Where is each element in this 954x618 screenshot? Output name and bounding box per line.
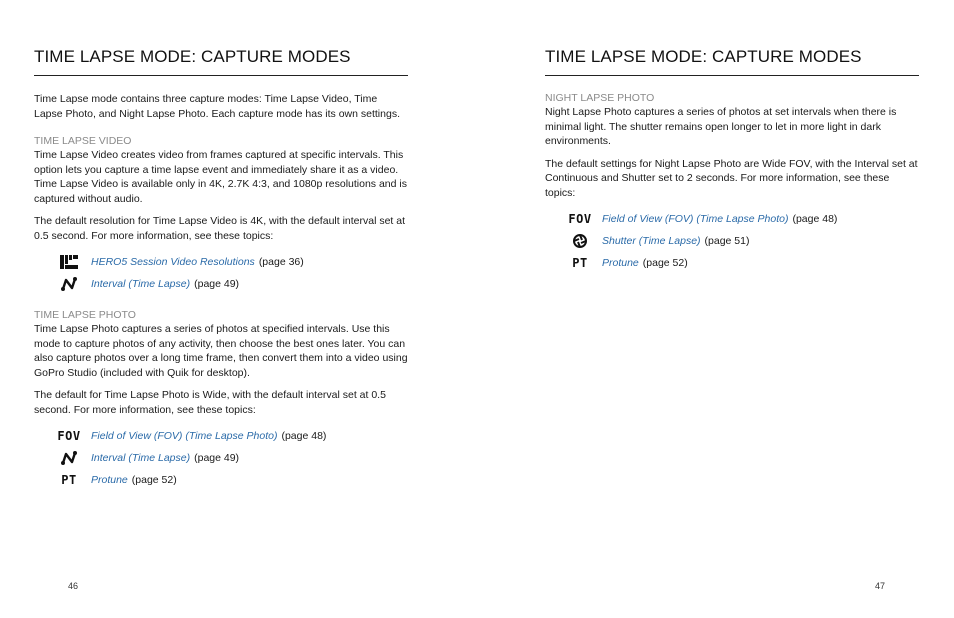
right-content [545,92,919,282]
video-reference-list [34,251,408,295]
protune-icon: PT [61,473,77,487]
page-reference: (page 49) [194,452,240,464]
link-protune[interactable]: Protune [602,257,639,269]
night-reference-list [545,208,919,274]
link-interval[interactable]: Interval (Time Lapse) [91,278,191,290]
time-lapse-photo-defaults: The default for Time Lapse Photo is Wide, with the default interval set at 0.5 second. For more information, see these topics: [34,389,386,416]
right-page [545,0,919,618]
fov-icon: FOV [57,429,81,443]
link-field-of-view[interactable]: Field of View (FOV) (Time Lapse Photo) [602,213,789,225]
page-title: TIME LAPSE MODE: CAPTURE MODES [34,47,351,66]
page-reference: (page 36) [258,256,304,268]
night-lapse-photo-defaults: The default settings for Night Lapse Photo are Wide FOV, with the Interval set at Continuous and Shutter set to 2 seconds. For more information, see these topics: [545,157,918,199]
page-reference: (page 52) [642,257,688,269]
link-video-resolutions[interactable]: HERO5 Session Video Resolutions [91,256,255,268]
title-rule [545,75,919,76]
link-shutter[interactable]: Shutter (Time Lapse) [602,235,701,247]
link-protune[interactable]: Protune [91,474,128,486]
protune-icon: PT [572,256,588,270]
time-lapse-photo-heading: TIME LAPSE PHOTO [34,309,136,321]
title-rule [34,75,408,76]
reference-item [545,230,919,252]
interval-icon [54,450,84,466]
page-title: TIME LAPSE MODE: CAPTURE MODES [545,47,862,66]
time-lapse-video-paragraph: Time Lapse Video creates video from frames captured at specific intervals. This option lets you capture a time lapse event and immediately share it as a video. Time Lapse Video is available only in 4K, 2.7K 4:3, and 1080p resolutions and is captured without audio. [34,149,407,205]
night-lapse-photo-paragraph: Night Lapse Photo captures a series of photos at set intervals when there is minimal light. The shutter remains open longer to let in more light in dark environments. [545,106,897,147]
link-interval[interactable]: Interval (Time Lapse) [91,452,191,464]
interval-icon [54,276,84,292]
time-lapse-photo-paragraph: Time Lapse Photo captures a series of photos at specified intervals. Use this mode to capture photos of any activity, then choose the best ones later. You can also capture photos over a long time frame, then convert them into a video using GoPro Studio (included with Quik for desktop). [34,323,408,379]
reference-item [34,447,408,469]
page-reference: (page 48) [281,430,327,442]
reference-item [545,208,919,230]
reference-item [34,425,408,447]
reference-item [34,273,408,295]
reference-item [34,469,408,491]
page-reference: (page 52) [131,474,177,486]
link-field-of-view[interactable]: Field of View (FOV) (Time Lapse Photo) [91,430,278,442]
intro-paragraph: Time Lapse mode contains three capture modes: Time Lapse Video, Time Lapse Photo, and Night Lapse Photo. Each capture mode has its own settings. [34,93,400,120]
page-reference: (page 51) [704,235,750,247]
time-lapse-video-heading: TIME LAPSE VIDEO [34,135,132,147]
page-number: 47 [874,581,885,591]
time-lapse-video-defaults: The default resolution for Time Lapse Video is 4K, with the default interval set at 0.5 second. For more information, see these topics: [34,215,406,242]
page-number: 46 [68,581,79,591]
night-lapse-photo-heading: NIGHT LAPSE PHOTO [545,92,655,104]
left-page [34,0,408,618]
fov-icon: FOV [568,212,592,226]
reference-item [545,252,919,274]
shutter-icon [565,233,595,249]
video-resolution-icon [54,255,84,269]
photo-reference-list [34,425,408,491]
left-content [34,92,408,499]
page-reference: (page 49) [194,278,240,290]
reference-item [34,251,408,273]
page-reference: (page 48) [792,213,838,225]
